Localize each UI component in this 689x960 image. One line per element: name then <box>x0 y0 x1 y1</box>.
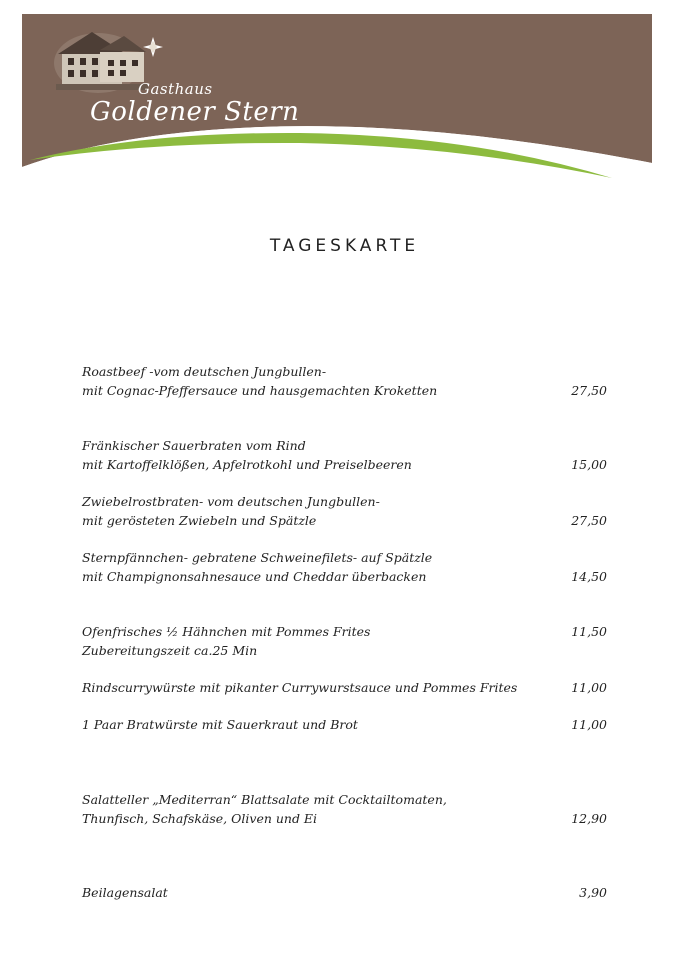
item-line: 1 Paar Bratwürste mit Sauerkraut und Brot <box>82 717 358 732</box>
item-line: Zubereitungszeit ca.25 Min <box>82 643 258 658</box>
page-title: TAGESKARTE <box>269 236 420 256</box>
item-line: Thunfisch, Schafskäse, Oliven und Ei <box>82 811 318 826</box>
item-price: 11,00 <box>571 717 607 732</box>
brand-name: Goldener Stern <box>90 97 300 127</box>
item-price: 3,90 <box>579 885 607 900</box>
item-price: 11,00 <box>571 680 607 695</box>
item-line: Salatteller „Mediterran“ Blattsalate mit Cocktailtomaten, <box>82 792 447 807</box>
item-line: Sternpfännchen- gebratene Schweinefilets- auf Spätzle <box>82 550 433 565</box>
item-price: 14,50 <box>571 569 607 584</box>
item-line: Ofenfrisches ½ Hähnchen mit Pommes Frites <box>82 624 371 639</box>
item-price: 27,50 <box>571 383 607 398</box>
menu-item <box>82 548 607 586</box>
menu-item <box>82 622 607 660</box>
menu-item <box>82 678 607 697</box>
item-line: Fränkischer Sauerbraten vom Rind <box>82 438 306 453</box>
item-price: 27,50 <box>571 513 607 528</box>
menu-item <box>82 883 607 902</box>
item-price: 15,00 <box>571 457 607 472</box>
menu-item <box>82 492 607 530</box>
menu-item <box>82 715 607 734</box>
item-line: mit Kartoffelklößen, Apfelrotkohl und Preiselbeeren <box>82 457 412 472</box>
item-line: mit Champignonsahnesauce und Cheddar überbacken <box>82 569 427 584</box>
item-line: Beilagensalat <box>82 885 168 900</box>
menu-item <box>82 436 607 474</box>
menu-item <box>82 790 607 828</box>
item-line: Zwiebelrostbraten- vom deutschen Jungbullen- <box>82 494 380 509</box>
item-line: Roastbeef -vom deutschen Jungbullen- <box>82 364 327 379</box>
item-price: 12,90 <box>571 811 607 826</box>
item-line: Rindscurrywürste mit pikanter Currywurstsauce und Pommes Frites <box>82 680 518 695</box>
brand-subtitle: Gasthaus <box>138 80 213 98</box>
banner-graphic <box>0 0 689 190</box>
item-line: mit gerösteten Zwiebeln und Spätzle <box>82 513 317 528</box>
item-price: 11,50 <box>571 624 607 639</box>
header-banner <box>0 0 689 190</box>
item-line: mit Cognac-Pfeffersauce und hausgemachten Kroketten <box>82 383 438 398</box>
menu-item <box>82 362 607 400</box>
